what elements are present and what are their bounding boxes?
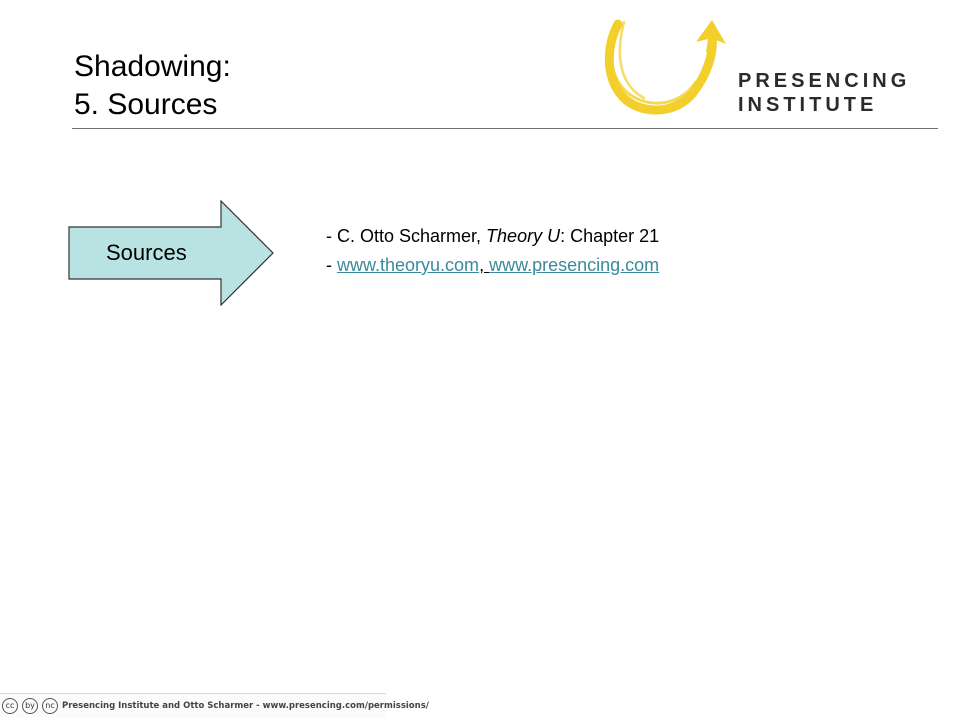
cc-license-icons (2, 698, 62, 714)
theoryu-link[interactable]: www.theoryu.com (337, 255, 480, 275)
presencing-link[interactable]: www.presencing.com (489, 255, 660, 275)
slide-title-line-1: Shadowing: (74, 50, 231, 83)
slide-title (74, 48, 231, 124)
source-item-book (326, 222, 659, 251)
u-arrow-logo-icon (596, 14, 736, 124)
logo-wordmark (738, 69, 910, 117)
footer-credit: Presencing Institute and Otto Scharmer - www.presencing.com/permissions/ (62, 701, 429, 711)
title-divider (72, 128, 938, 129)
source-item-websites (326, 251, 659, 280)
link-separator: , (479, 255, 490, 275)
logo-text-line-2: INSTITUTE (738, 94, 878, 116)
logo-text-line-1: PRESENCING (738, 70, 911, 92)
license-footer (0, 693, 429, 718)
presencing-institute-logo (596, 14, 926, 124)
source-book-chapter: : Chapter 21 (560, 226, 660, 246)
source-book-prefix: - C. Otto Scharmer, (326, 226, 487, 246)
sources-arrow-label: Sources (106, 240, 187, 265)
creative-commons-icon: cc (2, 698, 18, 714)
source-list (326, 222, 659, 280)
attribution-icon: by (22, 698, 38, 714)
sources-arrow-shape (68, 200, 274, 306)
source-websites-prefix: - (326, 255, 337, 275)
noncommercial-icon: nc (42, 698, 58, 714)
source-book-title: Theory U (486, 226, 561, 246)
slide-title-line-2: 5. Sources (74, 88, 218, 121)
